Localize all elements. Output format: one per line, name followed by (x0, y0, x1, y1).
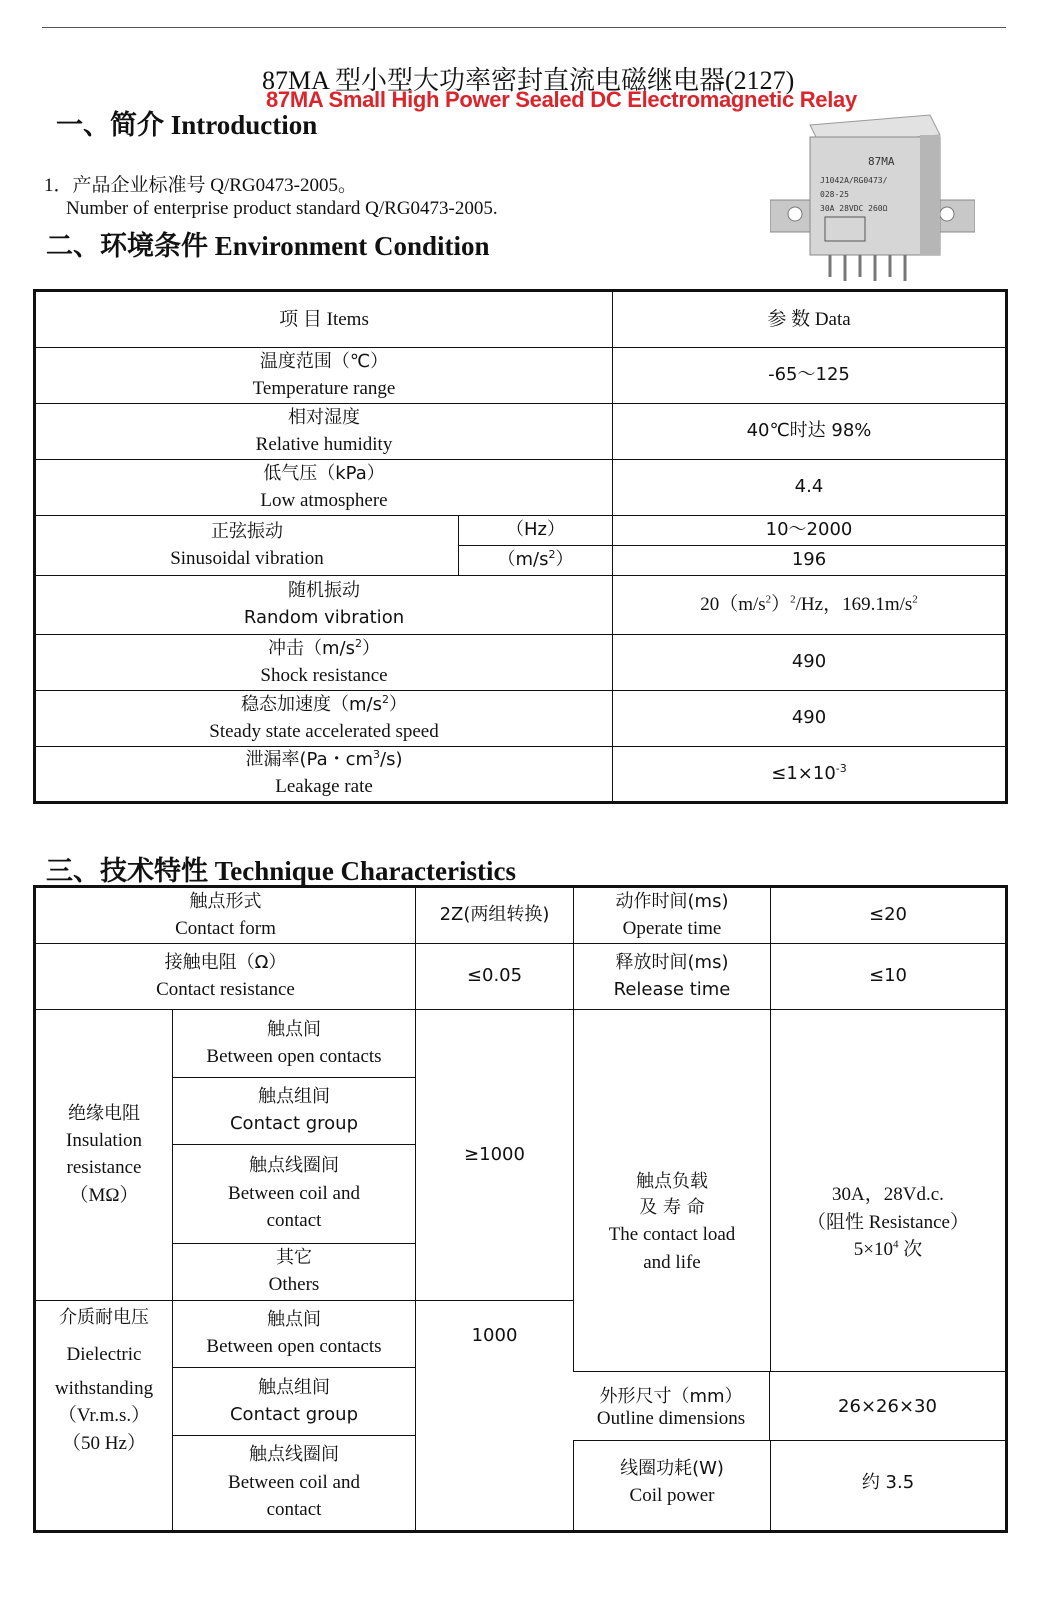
sin-label-cn: 正弦振动 (211, 520, 283, 542)
load-value-2: （阻性 Resistance） (806, 1211, 969, 1233)
insulation-cn: 绝缘电阻 (68, 1102, 140, 1124)
ins-boc-en: Between open contacts (206, 1045, 382, 1067)
sin-unit-acc: $(m/s^2)$ (459, 546, 613, 576)
outline-dimensions-row (573, 1371, 1005, 1441)
temp-label-en: Temperature range (252, 377, 396, 399)
table-row (35, 887, 1007, 944)
die-bcc-en-1: Between coil and (228, 1471, 360, 1493)
intro-standard-cn: 1．产品企业标准号 Q/RG0473-2005。 (44, 175, 357, 196)
insulation-en-2: resistance (66, 1157, 142, 1179)
relay-label-1: J1042A/RG0473/ (820, 176, 888, 185)
relay-model-label: 87MA (868, 155, 895, 168)
table-row (35, 635, 1007, 691)
sin-value-hz: 10～2000 (613, 516, 1007, 546)
acc-label-cn: 稳态加速度$(m/s^2)$ (241, 692, 407, 715)
load-cn-1: 触点负载 (636, 1170, 708, 1192)
operate-time-value: ≤20 (771, 887, 1007, 944)
leak-label-cn: 泄漏率(Pa・$cm^3/s$) (245, 748, 403, 771)
top-rule (42, 27, 1006, 28)
table-row (35, 944, 1007, 1010)
dielectric-en-1: Dielectric (66, 1344, 142, 1366)
table-row (35, 1010, 1007, 1078)
shock-value: 490 (613, 635, 1007, 691)
acc-label-en: Steady state accelerated speed (209, 720, 439, 742)
die-boc-en: Between open contacts (206, 1336, 382, 1358)
die-cg-en: Contact group (229, 1403, 359, 1425)
shock-label-cn: 冲击$(m/s^2)$ (268, 636, 380, 659)
table-row (35, 691, 1007, 747)
operate-time-en: Operate time (622, 917, 722, 939)
sin-label-en: Sinusoidal vibration (170, 547, 324, 569)
die-bcc-en-2: contact (266, 1499, 322, 1521)
table-row (35, 747, 1007, 803)
ins-bcc-cn: 触点线圈间 (249, 1155, 339, 1177)
title-en: 87MA Small High Power Sealed DC Electromagnetic Relay (266, 87, 857, 112)
humidity-label-en: Relative humidity (255, 433, 393, 455)
contact-form-cn: 触点形式 (189, 890, 262, 912)
section-tech-heading: 三、技术特性 Technique Characteristics (46, 856, 516, 886)
environment-table (33, 289, 1008, 804)
load-value-1: 30A，28Vd.c. (832, 1184, 944, 1206)
dielectric-value: 1000 (416, 1301, 574, 1532)
leak-value: $\le 1\times 10^{-3}$ (613, 747, 1007, 803)
low-atm-label-cn: 低气压（kPa） (263, 462, 385, 484)
leak-label-en: Leakage rate (275, 776, 373, 798)
table-row (35, 516, 1007, 546)
header-data: 参 数 Data (613, 291, 1007, 348)
random-label-en: Random vibration (243, 607, 405, 629)
load-en-2: and life (643, 1251, 701, 1273)
dielectric-en-2: withstanding (54, 1377, 154, 1399)
sin-value-acc: 196 (613, 546, 1007, 576)
section-env-heading: 二、环境条件 Environment Condition (46, 231, 490, 261)
insulation-en-1: Insulation (66, 1129, 142, 1151)
insulation-unit: （MΩ） (69, 1184, 139, 1206)
random-value: $20(m/s^2)^2/Hz$，$169.1m/s^2$ (613, 576, 1007, 635)
dielectric-en-4: （50 Hz） (62, 1432, 146, 1454)
outline-dim-en: Outline dimensions (596, 1408, 746, 1429)
contact-form-value: 2Z(两组转换) (416, 887, 574, 944)
ins-bcc-en-1: Between coil and (228, 1182, 360, 1204)
relay-label-2: 028-25 (820, 190, 849, 199)
outline-dim-cn: 外形尺寸（mm） (599, 1386, 743, 1407)
section-intro-heading: 一、简介 Introduction (56, 110, 318, 140)
operate-time-cn: 动作时间(ms) (615, 890, 729, 912)
shock-label-en: Shock resistance (260, 664, 388, 686)
release-time-en: Release time (613, 978, 731, 1000)
ins-boc-cn: 触点间 (267, 1018, 321, 1040)
acc-value: 490 (613, 691, 1007, 747)
dielectric-cn: 介质耐电压 (59, 1307, 149, 1328)
table-row (35, 348, 1007, 404)
title-cn: 87MA 型小型大功率密封直流电磁继电器(2127) (262, 66, 795, 95)
table-row (35, 460, 1007, 516)
die-boc-cn: 触点间 (267, 1309, 321, 1331)
low-atm-value: 4.4 (613, 460, 1007, 516)
coil-power-en: Coil power (629, 1485, 715, 1507)
contact-res-value: ≤0.05 (416, 944, 574, 1010)
random-label-cn: 随机振动 (288, 580, 360, 602)
outline-dim-value: 26×26×30 (838, 1395, 937, 1417)
load-en-1: The contact load (608, 1224, 736, 1246)
die-cg-cn: 触点组间 (258, 1376, 330, 1398)
release-time-value: ≤10 (771, 944, 1007, 1010)
low-atm-label-en: Low atmosphere (260, 489, 388, 511)
header-items: 项 目 Items (35, 291, 613, 348)
table-row (35, 404, 1007, 460)
coil-power-value: 约 3.5 (771, 1436, 1007, 1532)
table-row (35, 576, 1007, 635)
sin-unit-hz: （Hz） (459, 516, 613, 546)
temp-value: -65～125 (613, 348, 1007, 404)
ins-cg-cn: 触点组间 (258, 1086, 330, 1108)
load-cn-2: 及 寿 命 (639, 1196, 705, 1218)
humidity-value: 40℃时达 98% (613, 404, 1007, 460)
relay-label-3: 30A 28VDC 260Ω (820, 204, 888, 213)
insulation-value: ≥1000 (416, 1010, 574, 1301)
humidity-label-cn: 相对湿度 (288, 406, 360, 428)
intro-standard-en: Number of enterprise product standard Q/RG0473-2005. (66, 198, 498, 219)
ins-others-cn: 其它 (276, 1247, 312, 1269)
ins-others-en: Others (268, 1274, 320, 1296)
coil-power-cn: 线圈功耗(W) (620, 1458, 724, 1480)
dielectric-en-3: （Vr.m.s.） (57, 1405, 151, 1427)
contact-form-en: Contact form (175, 917, 276, 939)
temp-label-cn: 温度范围（℃） (259, 350, 389, 372)
table-row (35, 291, 1007, 348)
contact-res-en: Contact resistance (156, 978, 295, 1000)
die-bcc-cn: 触点线圈间 (249, 1444, 339, 1466)
ins-cg-en: Contact group (229, 1113, 359, 1135)
load-value-3: $5\times 10^4$ 次 (853, 1238, 923, 1261)
ins-bcc-en-2: contact (266, 1210, 322, 1232)
contact-res-cn: 接触电阻（Ω） (164, 951, 287, 973)
relay-product-image (770, 105, 975, 285)
release-time-cn: 释放时间(ms) (615, 951, 729, 973)
